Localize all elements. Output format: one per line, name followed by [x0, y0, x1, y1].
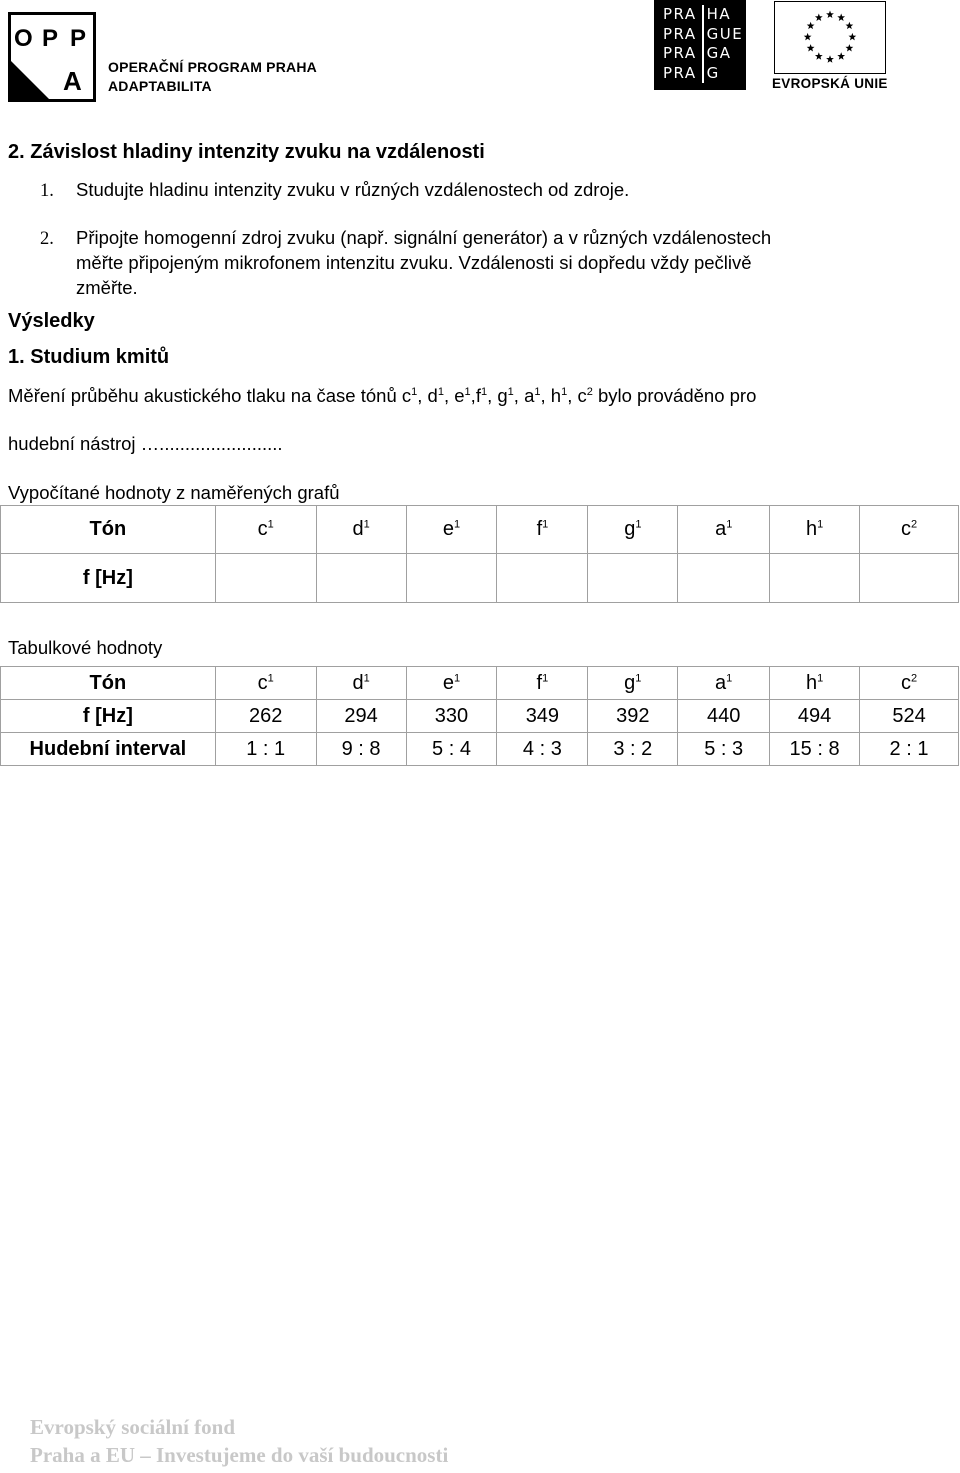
tone-name: a	[715, 671, 727, 694]
eu-star-icon	[807, 44, 815, 51]
tone-sup: 2	[910, 671, 918, 684]
tone-sup: 1	[454, 518, 461, 531]
praha-cell: GA	[706, 44, 732, 62]
interval-cell: 5 : 3	[678, 733, 770, 766]
tone-cell	[860, 667, 959, 700]
tone-name: c	[900, 518, 911, 540]
tone-name: c	[577, 385, 587, 406]
tone-name: g	[497, 385, 508, 406]
tone-sup: 1	[267, 671, 274, 684]
freq-cell: 392	[588, 700, 678, 733]
results-heading: Výsledky	[8, 310, 95, 332]
freq-cell: 349	[497, 700, 588, 733]
table-caption: Tabulkové hodnoty	[8, 637, 163, 658]
tone-name: a	[524, 385, 535, 406]
tone-sup: 1	[817, 671, 824, 684]
row-header: f [Hz]	[1, 554, 216, 603]
row-header: Tón	[1, 506, 216, 554]
tone-cell	[770, 506, 860, 554]
measured-table	[0, 505, 959, 603]
interval-cell: 4 : 3	[497, 733, 588, 766]
tone-cell	[860, 506, 959, 554]
footer-line2: Praha a EU – Investujeme do vaší budoucnosti	[30, 1443, 449, 1467]
tone-name: h	[805, 671, 818, 694]
tone-sup: 1	[726, 518, 733, 531]
praha-cell: G	[706, 63, 720, 82]
praha-cell: PRA	[660, 64, 703, 84]
praha-cell: PRA	[660, 25, 703, 45]
tone-sup: 1	[534, 385, 541, 398]
tone-cell	[316, 667, 406, 700]
tone-name: f	[536, 518, 543, 540]
eu-star-icon	[837, 14, 845, 21]
tone-cell	[588, 667, 678, 700]
tone-name: e	[454, 385, 465, 406]
row-header: f [Hz]	[1, 700, 216, 733]
tone-name: a	[715, 518, 727, 540]
freq-cell: 330	[406, 700, 497, 733]
tone-cell	[316, 506, 406, 554]
tone-cell	[770, 667, 860, 700]
freq-input-cell[interactable]	[497, 554, 588, 603]
list-item	[40, 225, 54, 252]
tone-name: d	[427, 385, 438, 406]
tone-cell	[215, 506, 316, 554]
tone-name: h	[805, 518, 818, 540]
tone-name: d	[352, 671, 364, 694]
freq-input-cell[interactable]	[770, 554, 860, 603]
tone-cell	[406, 667, 497, 700]
tone-name: c	[900, 671, 911, 694]
tone-name: c	[257, 671, 268, 694]
eu-star-icon	[826, 11, 834, 18]
row-header: Hudební interval	[1, 733, 216, 766]
freq-input-cell[interactable]	[588, 554, 678, 603]
tone-name: f	[475, 385, 481, 406]
eu-flag-icon	[774, 1, 886, 74]
eu-star-icon	[807, 22, 815, 29]
opp-letter-o: O	[14, 25, 33, 52]
eu-star-icon	[804, 33, 812, 40]
freq-cell: 524	[860, 700, 959, 733]
reference-table	[0, 666, 959, 766]
eu-label: EVROPSKÁ UNIE	[772, 76, 888, 91]
tone-sup: 1	[542, 671, 549, 684]
tone-name: f	[536, 671, 543, 694]
sentence-end: bylo prováděno pro	[592, 385, 757, 406]
tone-sup: 1	[411, 385, 418, 398]
eu-star-icon	[826, 55, 834, 62]
freq-input-cell[interactable]	[316, 554, 406, 603]
footer-line1: Evropský sociální fond	[30, 1415, 236, 1439]
tone-sup: 2	[910, 518, 918, 531]
tone-sup: 1	[267, 518, 274, 531]
eu-star-icon	[815, 14, 823, 21]
tone-name: g	[624, 671, 636, 694]
freq-cell: 262	[215, 700, 316, 733]
praha-logo	[654, 0, 746, 90]
list-text-line: změřte.	[76, 277, 138, 298]
opp-program-name	[108, 58, 317, 96]
freq-cell: 494	[770, 700, 860, 733]
sentence-start: Měření průběhu akustického tlaku na čase tónů c	[8, 385, 412, 406]
praha-cell: GUE	[706, 24, 744, 43]
list-number: 2.	[40, 229, 54, 249]
tone-sup: 1	[726, 671, 733, 684]
praha-cell: HA	[706, 5, 732, 23]
list-text: Studujte hladinu intenzity zvuku v různých vzdálenostech od zdroje.	[76, 179, 630, 200]
list-item	[40, 177, 630, 204]
interval-cell: 3 : 2	[588, 733, 678, 766]
tone-cell	[588, 506, 678, 554]
subsection-title: 1. Studium kmitů	[8, 346, 170, 368]
tone-sup: 1	[635, 671, 642, 684]
praha-cell: PRA	[660, 44, 703, 64]
tone-sup: 1	[363, 671, 370, 684]
list-text	[76, 225, 771, 300]
interval-cell: 15 : 8	[770, 733, 860, 766]
eu-star-icon	[845, 44, 853, 51]
opp-line1: OPERAČNÍ PROGRAM PRAHA	[108, 59, 317, 75]
opp-letter-p2: P	[70, 25, 87, 52]
tone-cell	[497, 667, 588, 700]
opp-letter-p1: P	[42, 25, 59, 52]
opp-logo	[8, 12, 96, 102]
row-header: Tón	[1, 667, 216, 700]
interval-cell: 5 : 4	[406, 733, 497, 766]
tone-sup: 1	[817, 518, 824, 531]
opp-line2: ADAPTABILITA	[108, 78, 212, 94]
tone-name: e	[442, 671, 454, 694]
tone-sup: 1	[561, 385, 568, 398]
interval-cell: 1 : 1	[215, 733, 316, 766]
freq-input-cell[interactable]	[406, 554, 497, 603]
eu-star-icon	[837, 52, 845, 59]
tone-sup: 1	[480, 385, 488, 398]
freq-cell: 440	[678, 700, 770, 733]
list-number: 1.	[40, 181, 54, 201]
tone-name: c	[257, 518, 268, 540]
list-text-line: Připojte homogenní zdroj zvuku (např. signální generátor) a v různých vzdálenostech	[76, 227, 772, 248]
eu-star-icon	[848, 33, 856, 40]
measured-caption: Vypočítané hodnoty z naměřených grafů	[8, 482, 340, 503]
freq-cell: 294	[316, 700, 406, 733]
interval-cell: 9 : 8	[316, 733, 406, 766]
list-text-line: měřte připojeným mikrofonem intenzitu zvuku. Vzdálenosti si dopředu vždy pečlivě	[76, 252, 752, 273]
opp-letter-a: A	[63, 66, 82, 96]
instrument-line: hudební nástroj …........................	[8, 433, 283, 454]
tone-cell	[215, 667, 316, 700]
tone-sup: 1	[635, 518, 642, 531]
interval-cell: 2 : 1	[860, 733, 959, 766]
tone-cell	[406, 506, 497, 554]
tone-sup: 1	[464, 385, 471, 398]
section-title: 2. Závislost hladiny intenzity zvuku na vzdálenosti	[8, 141, 485, 163]
measurement-sentence: Měření průběhu akustického tlaku na čase tónů $c^1$, $d^1$, $e^1,f^1$, $g^1$, $a^1$, $h^1$, $c^2$ bylo prováděno pro	[8, 385, 757, 406]
tone-sup: 1	[363, 518, 370, 531]
tone-cell	[678, 506, 770, 554]
tone-name: g	[624, 518, 636, 540]
eu-star-icon	[815, 52, 823, 59]
tone-sup: 1	[437, 385, 444, 398]
tone-name: e	[442, 518, 455, 540]
tone-sup: 1	[507, 385, 514, 398]
tone-name: d	[352, 518, 364, 540]
tone-cell	[497, 506, 588, 554]
tone-sup: 2	[586, 385, 593, 398]
freq-input-cell[interactable]	[860, 554, 959, 603]
tone-sup: 1	[542, 518, 549, 531]
freq-input-cell[interactable]	[678, 554, 770, 603]
praha-cell: PRA	[660, 5, 703, 25]
eu-star-icon	[845, 22, 853, 29]
tone-sup: 1	[453, 671, 461, 684]
tone-cell	[678, 667, 770, 700]
freq-input-cell[interactable]	[215, 554, 316, 603]
tone-name: h	[550, 385, 562, 406]
